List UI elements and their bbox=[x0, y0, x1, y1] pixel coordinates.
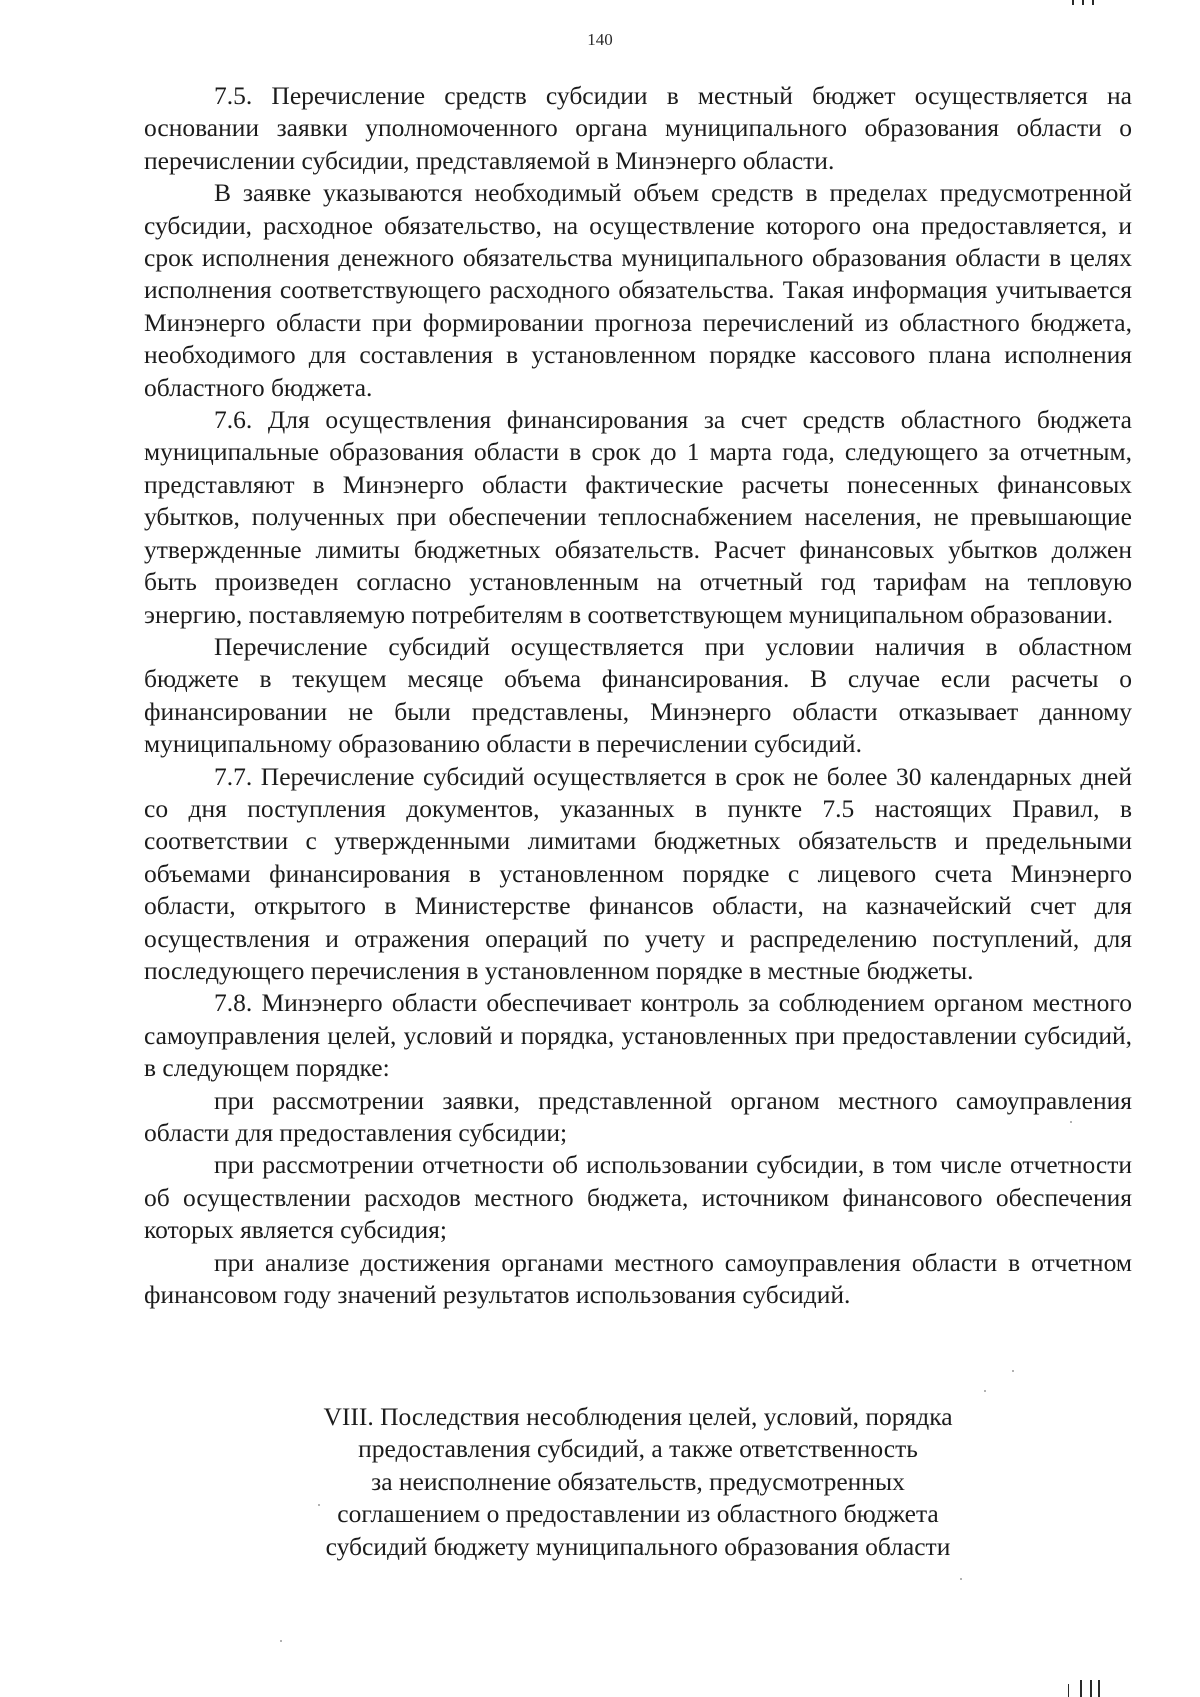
section-heading-line: соглашением о предоставлении из областного бюджета bbox=[337, 1499, 939, 1529]
scan-speck bbox=[1070, 1121, 1072, 1123]
page-number: 140 bbox=[587, 30, 613, 49]
section-heading-line: VIII. Последствия несоблюдения целей, условий, порядка bbox=[323, 1402, 953, 1431]
paragraph-7-6-transfer-conditions: Перечисление субсидий осуществляется при условии наличия в областном бюджете в текущем месяце объема финансирования. В случае если расчеты о финансировании не были представлены, Минэнерго области отказывает данному муниципальному образованию области в перечислении субсидий. bbox=[144, 631, 1132, 759]
scan-edge-mark-top bbox=[1082, 0, 1084, 5]
paragraph-7-5: 7.5. Перечисление средств субсидии в местный бюджет осуществляется на основании заявки уполномоченного органа муниципального образования области о перечислении субсидии, представляемой в Минэнерго области. bbox=[144, 81, 1132, 175]
scan-speck bbox=[318, 1504, 320, 1506]
section-heading-line: за неисполнение обязательств, предусмотренных bbox=[371, 1466, 905, 1496]
paragraph-7-8: 7.8. Минэнерго области обеспечивает контроль за соблюдением органом местного самоуправления целей, условий и порядка, установленных при предоставлении субсидий, в следующем порядке: bbox=[144, 988, 1132, 1083]
section-heading bbox=[144, 1401, 1132, 1563]
section-heading-line: субсидий бюджету муниципального образования области bbox=[325, 1531, 951, 1561]
scan-speck bbox=[1012, 1370, 1014, 1372]
control-item-results-analysis: при анализе достижения органами местного самоуправления области в отчетном финансовом году значений результатов использования субсидий. bbox=[144, 1247, 1132, 1310]
scan-speck bbox=[960, 1578, 962, 1580]
paragraph-7-6: 7.6. Для осуществления финансирования за счет средств областного бюджета муниципальные образования области в срок до 1 марта года, следующего за отчетным, представляют в Минэнерго области фактические расчеты понесенных финансовых убытков, полученных при обеспечении теплоснабжением населения, не превышающие утвержденные лимиты бюджетных обязательств. Расчет финансовых убытков должен быть произведен согласно установленным на отчетный год тарифам на тепловую энергию, поставляемую потребителям в соответствующем муниципальном образовании. bbox=[144, 405, 1132, 629]
scan-speck bbox=[984, 1390, 986, 1392]
scan-edge-mark-top bbox=[1092, 0, 1094, 5]
scan-edge-mark-bottom bbox=[1080, 1680, 1082, 1697]
paragraph-7-7: 7.7. Перечисление субсидий осуществляется в срок не более 30 календарных дней со дня поступления документов, указанных в пункте 7.5 настоящих Правил, в соответствии с утвержденными лимитами бюджетных обязательств и предельными объемами финансирования в установленном порядке с лицевого счета Минэнерго области, открытого в Министерстве финансов области, на казначейский счет для осуществления и отражения операций по учету и распределению поступлений, для последующего перечисления в установленном порядке в местные бюджеты. bbox=[144, 761, 1132, 985]
document-body bbox=[144, 80, 1132, 1311]
control-item-application-review: при рассмотрении заявки, представленной органом местного самоуправления области для предоставления субсидии; bbox=[144, 1085, 1132, 1147]
paragraph-7-5-application-contents: В заявке указываются необходимый объем средств в пределах предусмотренной субсидии, расходное обязательство, на осуществление которого она предоставляется, и срок исполнения денежного обязательства муниципального образования области в целях исполнения соответствующего расходного обязательства. Такая информация учитывается Минэнерго области при формировании прогноза перечислений из областного бюджета, необходимого для составления в установленном порядке кассового плана исполнения областного бюджета. bbox=[144, 178, 1132, 402]
scan-edge-mark-top bbox=[1072, 0, 1074, 5]
scan-edge-mark-bottom bbox=[1090, 1680, 1092, 1697]
scan-edge-mark-bottom bbox=[1068, 1684, 1069, 1697]
scan-speck bbox=[280, 1640, 282, 1642]
scan-edge-mark-bottom bbox=[1098, 1680, 1100, 1697]
section-heading-line: предоставления субсидий, а также ответственность bbox=[358, 1434, 918, 1464]
control-item-reporting-review: при рассмотрении отчетности об использовании субсидии, в том числе отчетности об осуществлении расходов местного бюджета, источником финансового обеспечения которых является субсидия; bbox=[144, 1150, 1132, 1245]
